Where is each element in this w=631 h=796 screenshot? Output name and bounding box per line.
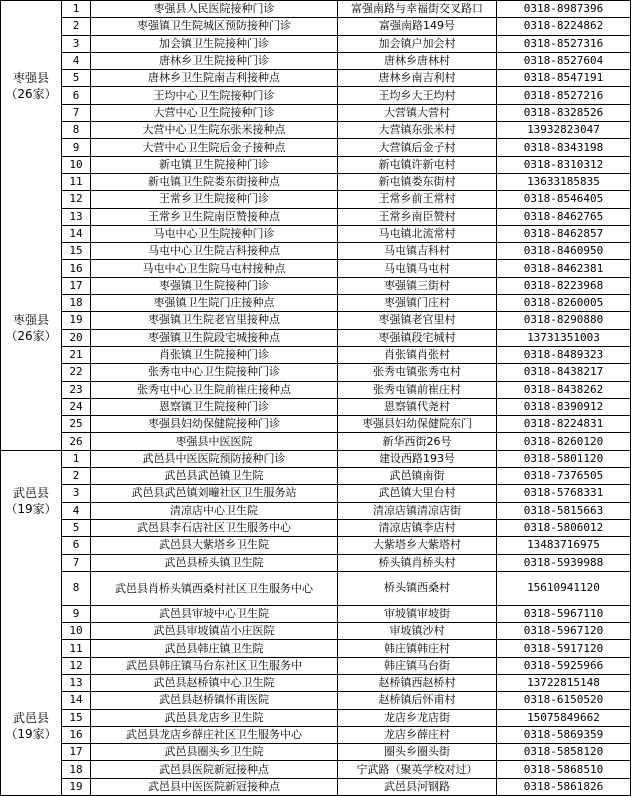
site-phone: 0318-8260120 [497,433,631,450]
row-number: 2 [62,468,91,485]
site-name: 武邑县中医医院新冠接种点 [91,778,338,795]
site-name: 武邑县武邑镇卫生院 [91,468,338,485]
row-number: 8 [62,122,91,139]
site-name: 武邑县龙店乡卫生院 [91,709,338,726]
table-row [1,139,631,156]
table-row [1,364,631,381]
table-row [1,605,631,622]
row-number: 3 [62,35,91,52]
row-number: 17 [62,744,91,761]
site-phone: 0318-5939988 [497,554,631,571]
site-phone: 0318-8438262 [497,381,631,398]
row-number: 2 [62,18,91,35]
row-number: 14 [62,692,91,709]
site-address: 清凉店镇李店村 [338,519,497,536]
row-number: 15 [62,243,91,260]
county-label [1,485,61,517]
site-address: 大紫塔乡大紫塔村 [338,537,497,554]
table-row [1,122,631,139]
county-count: （19家） [5,726,57,741]
site-name: 武邑县医院新冠接种点 [91,761,338,778]
site-phone: 0318-5868510 [497,761,631,778]
table-row [1,243,631,260]
site-name: 枣强县人民医院接种门诊 [91,1,338,18]
table-row [1,1,631,18]
site-address: 龙店乡龙店街 [338,709,497,726]
site-address: 新屯镇许新屯村 [338,156,497,173]
site-name: 张秀屯中心卫生院前崔庄接种点 [91,381,338,398]
row-number: 16 [62,260,91,277]
row-number: 17 [62,277,91,294]
site-address: 王常乡南臣赞村 [338,208,497,225]
table-row [1,623,631,640]
row-number: 6 [62,87,91,104]
row-number: 16 [62,726,91,743]
site-name: 加会镇卫生院接种门诊 [91,35,338,52]
county-name: 武邑县 [12,486,49,501]
site-name: 武邑县肖桥头镇西桑村社区卫生服务中心 [91,571,338,605]
site-address: 枣强镇老官里村 [338,312,497,329]
site-phone: 0318-5967110 [497,605,631,622]
site-address: 马屯镇北流常村 [338,225,497,242]
site-address: 武邑镇南街 [338,468,497,485]
site-name: 武邑县审坡镇苗小庄医院 [91,623,338,640]
site-address: 马屯镇马屯村 [338,260,497,277]
county-label [1,312,61,344]
table-row [1,346,631,363]
county-label [1,710,61,742]
row-number: 21 [62,346,91,363]
table-row [1,709,631,726]
site-phone: 0318-5801120 [497,450,631,467]
table-row [1,191,631,208]
site-phone: 0318-8547191 [497,70,631,87]
site-address: 枣强镇三街村 [338,277,497,294]
row-number: 18 [62,295,91,312]
row-number: 12 [62,657,91,674]
row-number: 3 [62,485,91,502]
site-address: 赵桥镇西赵桥村 [338,674,497,691]
site-name: 武邑县桥头镇卫生院 [91,554,338,571]
site-phone: 0318-5917120 [497,640,631,657]
county-count: （26家） [5,87,57,102]
site-phone: 0318-5925966 [497,657,631,674]
site-name: 武邑县赵桥镇中心卫生院 [91,674,338,691]
site-phone: 13633185835 [497,173,631,190]
site-name: 枣强镇卫生院城区预防接种门诊 [91,18,338,35]
site-address: 审坡镇审坡街 [338,605,497,622]
table-row [1,571,631,605]
site-address: 王常乡前王常村 [338,191,497,208]
row-number: 11 [62,173,91,190]
site-address: 武邑县河钢路 [338,778,497,795]
site-address: 武邑镇大里台村 [338,485,497,502]
row-number: 10 [62,623,91,640]
site-phone: 0318-7376505 [497,468,631,485]
county-count: （26家） [5,329,57,344]
site-address: 建设西路193号 [338,450,497,467]
site-name: 武邑县李石店社区卫生服务中心 [91,519,338,536]
site-name: 恩察镇卫生院接种门诊 [91,398,338,415]
site-phone: 0318-8527316 [497,35,631,52]
row-number: 24 [62,398,91,415]
site-name: 武邑县大紫塔乡卫生院 [91,537,338,554]
row-number: 8 [62,571,91,605]
row-number: 9 [62,605,91,622]
row-number: 5 [62,70,91,87]
site-name: 肖张镇卫生院接种门诊 [91,346,338,363]
site-phone: 0318-5768331 [497,485,631,502]
site-name: 武邑县圈头乡卫生院 [91,744,338,761]
site-name: 武邑县龙店乡薛庄社区卫生服务中心 [91,726,338,743]
table-row [1,381,631,398]
site-phone: 0318-8527216 [497,87,631,104]
site-name: 马屯中心卫生院接种门诊 [91,225,338,242]
county-name: 武邑县 [12,710,49,725]
row-number: 13 [62,674,91,691]
site-address: 富强南路149号 [338,18,497,35]
row-number: 7 [62,104,91,121]
site-phone: 0318-8310312 [497,156,631,173]
row-number: 18 [62,761,91,778]
row-number: 4 [62,52,91,69]
site-phone: 0318-8260005 [497,295,631,312]
site-address: 枣强县妇幼保健院东门 [338,416,497,433]
table-row [1,657,631,674]
row-number: 19 [62,778,91,795]
site-name: 武邑县中医医院预防接种门诊 [91,450,338,467]
table-row [1,70,631,87]
table-body [1,1,631,796]
row-number: 5 [62,519,91,536]
table-row [1,18,631,35]
site-address: 审坡镇沙村 [338,623,497,640]
site-name: 枣强县中医医院 [91,433,338,450]
site-name: 枣强县妇幼保健院接种门诊 [91,416,338,433]
table-row [1,277,631,294]
table-row [1,674,631,691]
site-phone: 0318-8224862 [497,18,631,35]
site-phone: 0318-5858120 [497,744,631,761]
site-address: 恩察镇代尧村 [338,398,497,415]
site-address: 唐林乡唐林村 [338,52,497,69]
site-name: 武邑县武邑镇刘疃社区卫生服务站 [91,485,338,502]
row-number: 10 [62,156,91,173]
row-number: 13 [62,208,91,225]
site-address: 大营镇东张米村 [338,122,497,139]
site-phone: 0318-8462381 [497,260,631,277]
table-row [1,225,631,242]
site-name: 新屯镇卫生院接种门诊 [91,156,338,173]
table-row [1,433,631,450]
site-address: 张秀屯镇张秀屯村 [338,364,497,381]
row-number: 19 [62,312,91,329]
site-name: 唐林乡卫生院接种门诊 [91,52,338,69]
site-name: 武邑县韩庄镇马台东社区卫生服务中 [91,657,338,674]
row-number: 15 [62,709,91,726]
row-number: 6 [62,537,91,554]
site-address: 清凉店镇清凉店街 [338,502,497,519]
site-phone: 0318-5806012 [497,519,631,536]
site-phone: 0318-8987396 [497,1,631,18]
site-address: 加会镇户加会村 [338,35,497,52]
site-name: 大营中心卫生院后金子接种点 [91,139,338,156]
site-address: 新华西街26号 [338,433,497,450]
site-phone: 0318-8527604 [497,52,631,69]
site-address: 大营镇后金子村 [338,139,497,156]
table-row [1,450,631,467]
site-address: 桥头镇西桑村 [338,571,497,605]
row-number: 25 [62,416,91,433]
table-row [1,295,631,312]
site-phone: 0318-5861826 [497,778,631,795]
row-number: 9 [62,139,91,156]
site-phone: 0318-5869359 [497,726,631,743]
table-row [1,744,631,761]
row-number: 4 [62,502,91,519]
table-row [1,485,631,502]
table-row [1,416,631,433]
site-phone: 13731351003 [497,329,631,346]
site-phone: 13932823047 [497,122,631,139]
site-phone: 13722815148 [497,674,631,691]
county-cell [1,1,62,451]
site-phone: 0318-8328526 [497,104,631,121]
site-address: 圈头乡圈头街 [338,744,497,761]
row-number: 12 [62,191,91,208]
table-row [1,173,631,190]
table-row [1,468,631,485]
table-row [1,52,631,69]
row-number: 23 [62,381,91,398]
site-name: 武邑县审坡中心卫生院 [91,605,338,622]
row-number: 14 [62,225,91,242]
site-phone: 13483716975 [497,537,631,554]
site-phone: 0318-6150520 [497,692,631,709]
site-phone: 0318-5967120 [497,623,631,640]
table-row [1,726,631,743]
site-name: 枣强镇卫生院门庄接种点 [91,295,338,312]
site-name: 枣强镇卫生院接种门诊 [91,277,338,294]
row-number: 22 [62,364,91,381]
site-address: 枣强镇门庄村 [338,295,497,312]
table-row [1,761,631,778]
site-phone: 0318-8489323 [497,346,631,363]
site-phone: 0318-8223968 [497,277,631,294]
row-number: 1 [62,450,91,467]
county-cell [1,450,62,795]
site-address: 韩庄镇韩庄村 [338,640,497,657]
site-address: 大营镇大营村 [338,104,497,121]
site-name: 马屯中心卫生院马屯村接种点 [91,260,338,277]
table-row [1,537,631,554]
site-address: 龙店乡薛庄村 [338,726,497,743]
site-address: 韩庄镇马台街 [338,657,497,674]
site-address: 马屯镇吉科村 [338,243,497,260]
site-name: 张秀屯中心卫生院接种门诊 [91,364,338,381]
row-number: 20 [62,329,91,346]
table-row [1,87,631,104]
row-number: 26 [62,433,91,450]
site-address: 肖张镇肖张村 [338,346,497,363]
site-phone: 0318-8462857 [497,225,631,242]
site-phone: 0318-8460950 [497,243,631,260]
site-name: 王均中心卫生院接种门诊 [91,87,338,104]
table-row [1,554,631,571]
site-name: 枣强镇卫生院老官里接种点 [91,312,338,329]
table-row [1,312,631,329]
county-name: 枣强县 [12,313,49,328]
site-name: 枣强镇卫生院段宅城接种点 [91,329,338,346]
site-address: 富强南路与幸福街交叉路口 [338,1,497,18]
site-name: 马屯中心卫生院吉科接种点 [91,243,338,260]
site-name: 武邑县韩庄镇卫生院 [91,640,338,657]
table-row [1,640,631,657]
table-row [1,35,631,52]
table-row [1,104,631,121]
site-address: 王均乡大王均村 [338,87,497,104]
table-row [1,519,631,536]
site-phone: 0318-8438217 [497,364,631,381]
row-number: 1 [62,1,91,18]
site-address: 桥头镇肖桥头村 [338,554,497,571]
county-name: 枣强县 [12,71,49,86]
site-name: 大营中心卫生院东张米接种点 [91,122,338,139]
site-address: 宁武路（聚英学校对过） [338,761,497,778]
table-row [1,208,631,225]
table-row [1,156,631,173]
site-phone: 0318-8343198 [497,139,631,156]
table-row [1,329,631,346]
county-count: （19家） [5,502,57,517]
site-phone: 0318-8290880 [497,312,631,329]
row-number: 7 [62,554,91,571]
row-number: 11 [62,640,91,657]
site-name: 清凉店中心卫生院 [91,502,338,519]
site-name: 新屯镇卫生院娄东街接种点 [91,173,338,190]
site-phone: 0318-8390912 [497,398,631,415]
table-row [1,502,631,519]
site-address: 枣强镇段宅城村 [338,329,497,346]
site-name: 唐林乡卫生院南吉利接种点 [91,70,338,87]
site-address: 新屯镇娄东街村 [338,173,497,190]
site-name: 大营中心卫生院接种门诊 [91,104,338,121]
table-row [1,692,631,709]
site-phone: 0318-8546405 [497,191,631,208]
site-phone: 0318-5815663 [497,502,631,519]
table-row [1,778,631,795]
site-phone: 0318-8224831 [497,416,631,433]
site-phone: 0318-8462765 [497,208,631,225]
site-name: 王常乡卫生院接种门诊 [91,191,338,208]
county-label [1,70,61,102]
table-row [1,260,631,277]
site-name: 王常乡卫生院南臣赞接种点 [91,208,338,225]
site-phone: 15075849662 [497,709,631,726]
site-address: 赵桥镇后怀甫村 [338,692,497,709]
site-name: 武邑县赵桥镇怀甫医院 [91,692,338,709]
table-row [1,398,631,415]
site-phone: 15610941120 [497,571,631,605]
site-address: 唐林乡南吉利村 [338,70,497,87]
site-address: 张秀屯镇前崔庄村 [338,381,497,398]
